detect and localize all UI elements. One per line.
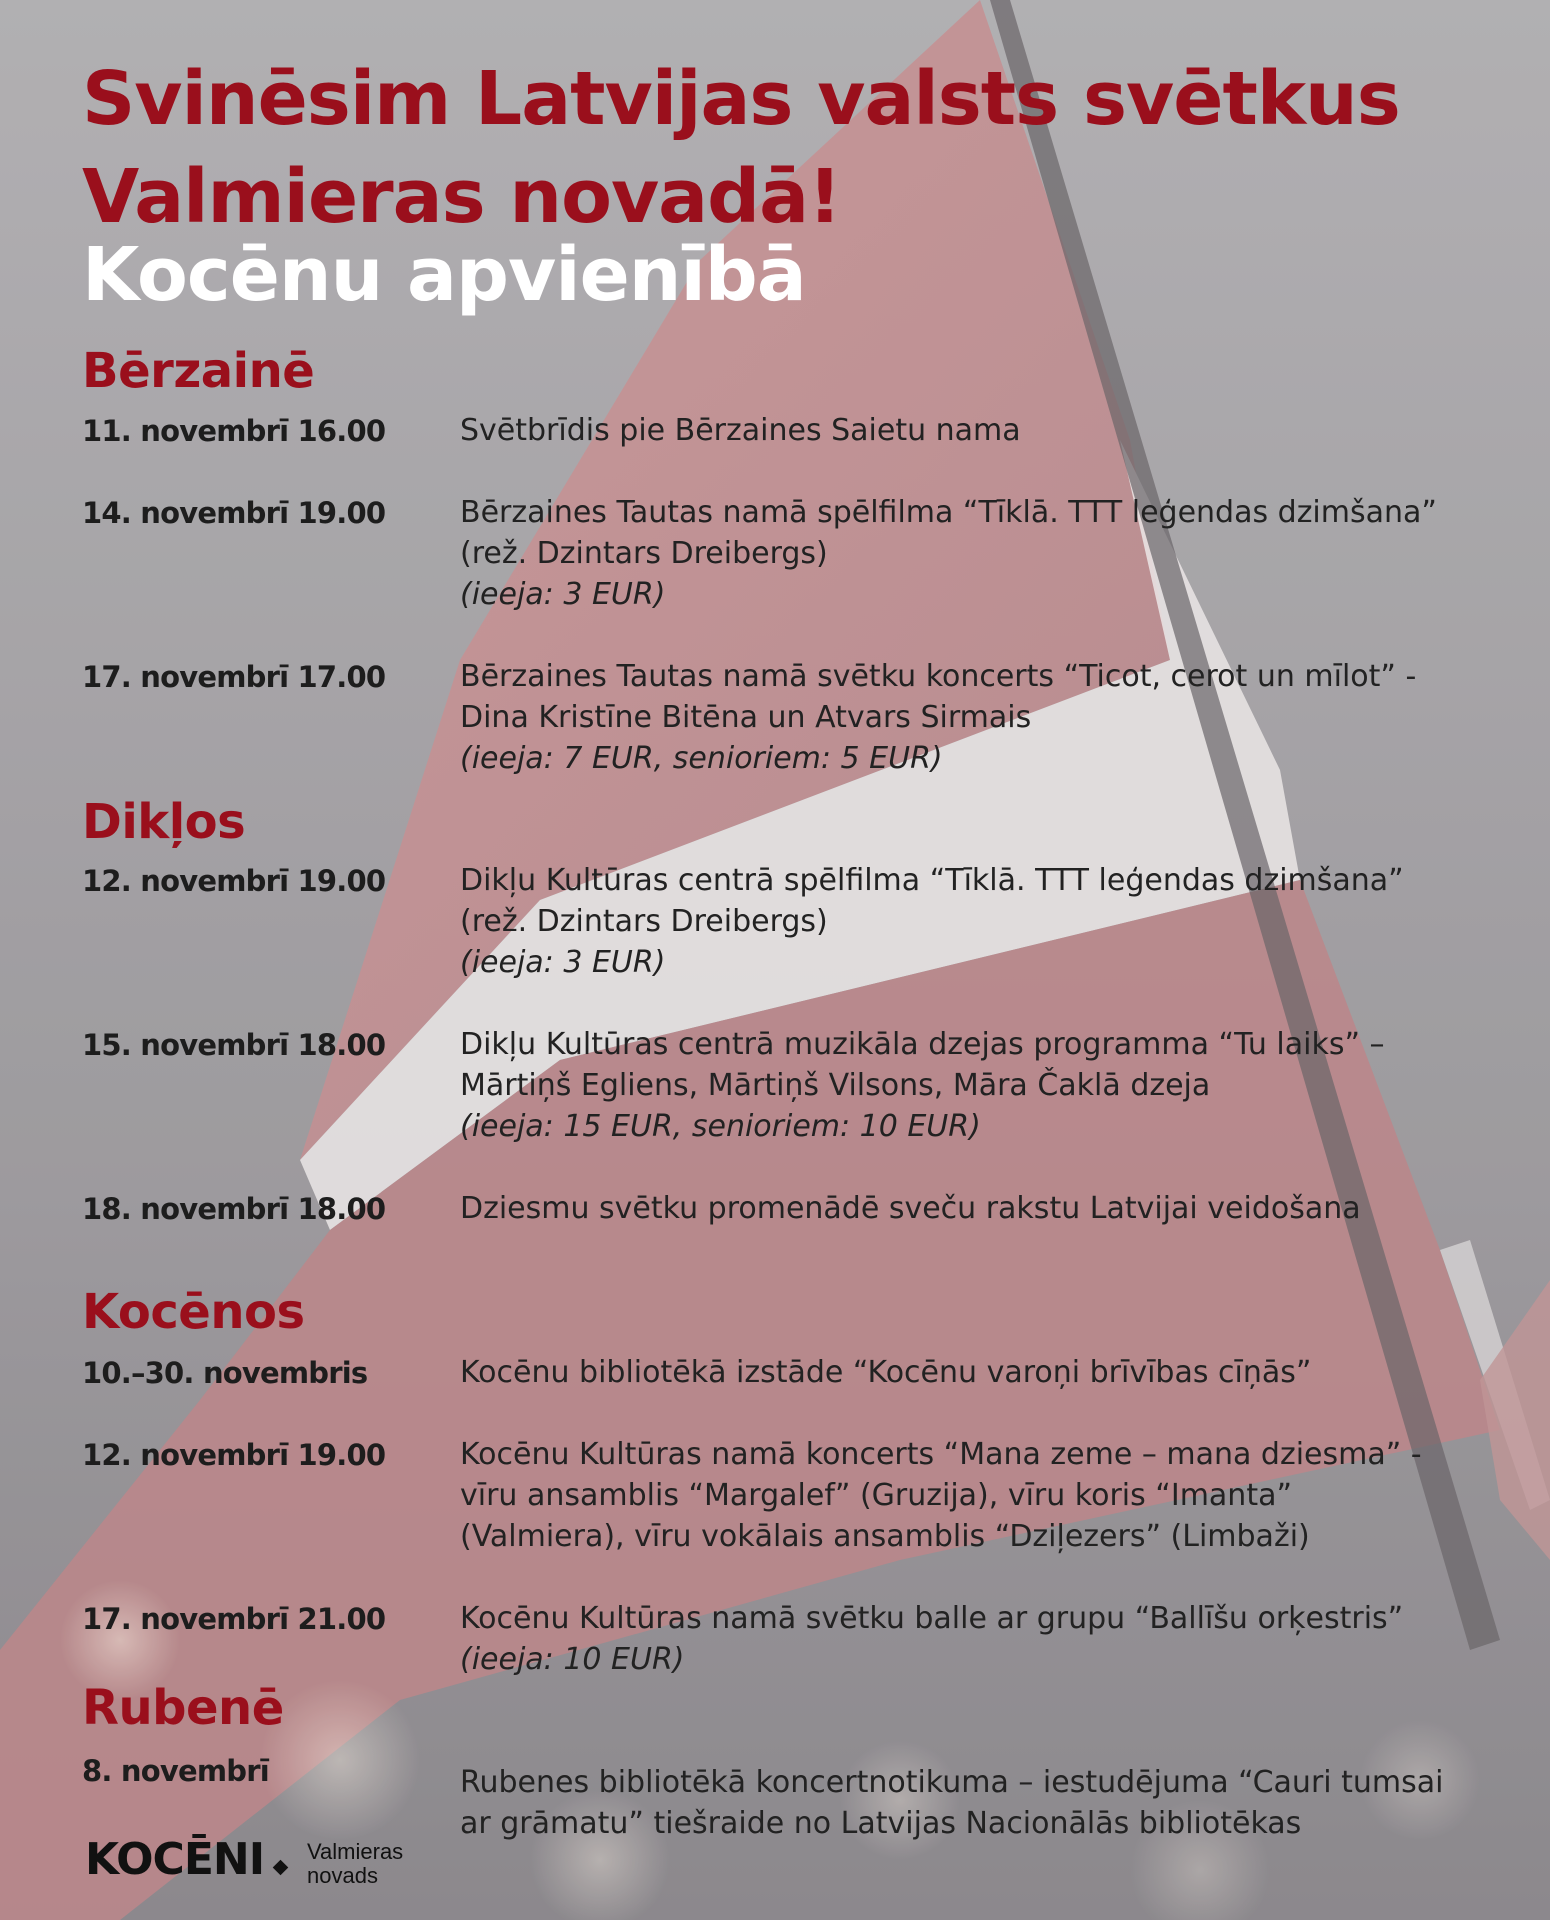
event-text: Bērzaines Tautas namā svētku koncerts “Ticot, cerot un mīlot” - Dina Kristīne Bitēna un Atvars Sirmais	[460, 659, 1417, 735]
logo-subtitle	[307, 1840, 427, 1888]
event-price-note: (ieeja: 3 EUR)	[460, 945, 666, 980]
event-description	[460, 1352, 1460, 1393]
event-text: Kocēnu Kultūras namā koncerts “Mana zeme – mana dziesma” - vīru ansamblis “Margalef” (Gruzija), vīru koris “Imanta” (Valmiera), vīru vokālais ansamblis “Dziļezers” (Limbaži)	[460, 1437, 1422, 1554]
event-date: 17. novembrī 17.00	[82, 660, 386, 694]
section-heading-diklos: Dikļos	[82, 794, 246, 850]
event-description	[460, 1024, 1460, 1147]
event-description	[460, 860, 1460, 983]
logo-subtitle-line-2: novads	[307, 1863, 378, 1888]
poster-title-line-2: Valmieras novadā!	[82, 154, 841, 240]
event-text: Dziesmu svētku promenādē sveču rakstu Latvijai veidošana	[460, 1191, 1361, 1226]
event-price-note: (ieeja: 3 EUR)	[460, 577, 666, 612]
section-heading-kocenos: Kocēnos	[82, 1284, 305, 1340]
event-date: 8. novembrī	[82, 1754, 269, 1788]
event-date: 18. novembrī 18.00	[82, 1192, 386, 1226]
logo-subtitle-line-1: Valmieras	[307, 1839, 404, 1864]
event-description	[460, 1762, 1460, 1844]
event-text: Kocēnu Kultūras namā svētku balle ar grupu “Ballīšu orķestris”	[460, 1601, 1404, 1636]
event-description	[460, 410, 1460, 451]
event-description	[460, 1434, 1460, 1557]
event-date: 17. novembrī 21.00	[82, 1602, 386, 1636]
event-description	[460, 656, 1460, 779]
event-date: 11. novembrī 16.00	[82, 414, 386, 448]
section-heading-rubene: Rubenē	[82, 1680, 284, 1736]
poster-subtitle: Kocēnu apvienībā	[82, 232, 806, 318]
event-text: Bērzaines Tautas namā spēlfilma “Tīklā. TTT leģendas dzimšana” (rež. Dzintars Dreibergs)	[460, 495, 1437, 571]
event-price-note: (ieeja: 7 EUR, senioriem: 5 EUR)	[460, 741, 943, 776]
event-text: Rubenes bibliotēkā koncertnotikuma – iestudējuma “Cauri tumsai ar grāmatu” tiešraide no Latvijas Nacionālās bibliotēkas	[460, 1765, 1444, 1841]
event-price-note: (ieeja: 10 EUR)	[460, 1642, 685, 1677]
event-text: Svētbrīdis pie Bērzaines Saietu nama	[460, 413, 1021, 448]
poster-title-line-1: Svinēsim Latvijas valsts svētkus	[82, 56, 1400, 142]
event-text: Dikļu Kultūras centrā spēlfilma “Tīklā. TTT leģendas dzimšana” (rež. Dzintars Dreibergs)	[460, 863, 1404, 939]
logo-diamond-icon	[273, 1860, 289, 1876]
event-date: 15. novembrī 18.00	[82, 1028, 386, 1062]
koceni-logo: KOCĒNI	[85, 1834, 265, 1885]
event-text: Dikļu Kultūras centrā muzikāla dzejas programma “Tu laiks” – Mārtiņš Egliens, Mārtiņš Vilsons, Māra Čaklā dzeja	[460, 1027, 1385, 1103]
event-description	[460, 1598, 1460, 1680]
event-price-note: (ieeja: 15 EUR, senioriem: 10 EUR)	[460, 1109, 981, 1144]
event-date: 10.–30. novembris	[82, 1356, 368, 1390]
event-date: 12. novembrī 19.00	[82, 1438, 386, 1472]
section-heading-berzaine: Bērzainē	[82, 343, 315, 399]
event-date: 14. novembrī 19.00	[82, 496, 386, 530]
event-description	[460, 1188, 1460, 1229]
event-description	[460, 492, 1460, 615]
event-date: 12. novembrī 19.00	[82, 864, 386, 898]
event-text: Kocēnu bibliotēkā izstāde “Kocēnu varoņi brīvības cīņās”	[460, 1355, 1312, 1390]
